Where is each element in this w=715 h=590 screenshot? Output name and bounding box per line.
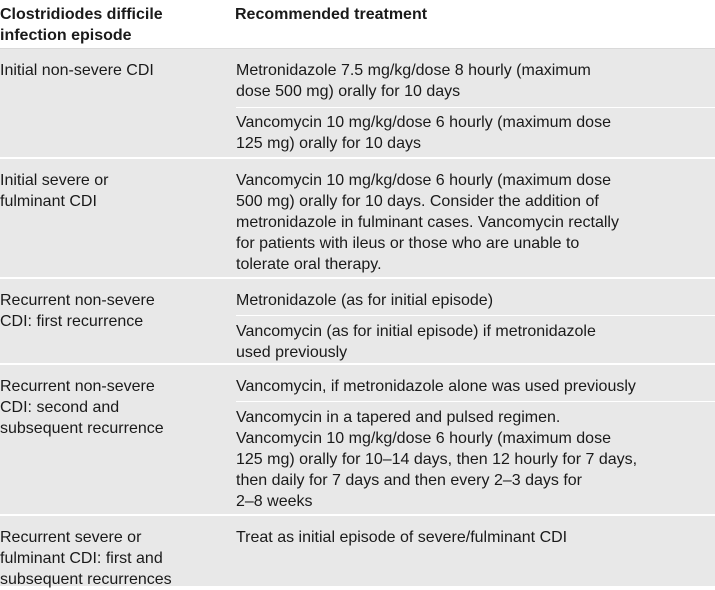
- row-treatments: [236, 290, 715, 363]
- treatment-divider: [236, 401, 715, 402]
- row-episode: Initial non-severe CDI: [0, 62, 154, 79]
- treatment-option: Vancomycin, if metronidazole alone was used previously: [236, 378, 636, 395]
- treatment-divider: [236, 315, 715, 316]
- treatment-divider: [236, 107, 715, 108]
- row-treatments: [236, 376, 715, 512]
- row-episode: Recurrent severe or fulminant CDI: first and subsequent recurrences: [0, 529, 172, 588]
- treatment-option: Vancomycin in a tapered and pulsed regimen. Vancomycin 10 mg/kg/dose 6 hourly (maximum dose 125 mg) orally for 10–14 days, then 12 hourly for 7 days, then daily for 7 days and then every 2–3 days for 2–8 weeks: [236, 409, 638, 510]
- table-row: [0, 159, 715, 279]
- treatment-option: Vancomycin 10 mg/kg/dose 6 hourly (maximum dose 500 mg) orally for 10 days. Consider the addition of metronidazole in fulminant cases. Vancomycin rectally for patients with ileus or those who are unable to tolerate oral therapy.: [236, 172, 619, 273]
- row-treatments: [236, 527, 715, 548]
- treatment-option: Vancomycin (as for initial episode) if metronidazole used previously: [236, 323, 596, 361]
- treatment-option: Vancomycin 10 mg/kg/dose 6 hourly (maximum dose 125 mg) orally for 10 days: [236, 114, 611, 152]
- header-episode: Clostridiodes difficile infection episode: [0, 6, 163, 44]
- table-row: [0, 279, 715, 365]
- treatment-option: Metronidazole (as for initial episode): [236, 292, 494, 309]
- row-episode: Initial severe or fulminant CDI: [0, 172, 109, 210]
- row-episode: Recurrent non-severe CDI: second and subsequent recurrence: [0, 378, 164, 437]
- treatment-option: Metronidazole 7.5 mg/kg/dose 8 hourly (maximum dose 500 mg) orally for 10 days: [236, 62, 591, 100]
- table-row: [0, 365, 715, 516]
- table-row: [0, 49, 715, 159]
- header-treatment: Recommended treatment: [235, 6, 428, 23]
- table-header: [0, 0, 715, 49]
- table-row: [0, 516, 715, 586]
- treatment-option: Treat as initial episode of severe/fulminant CDI: [236, 529, 568, 546]
- row-treatments: [236, 170, 715, 275]
- row-episode: Recurrent non-severe CDI: first recurrence: [0, 292, 155, 330]
